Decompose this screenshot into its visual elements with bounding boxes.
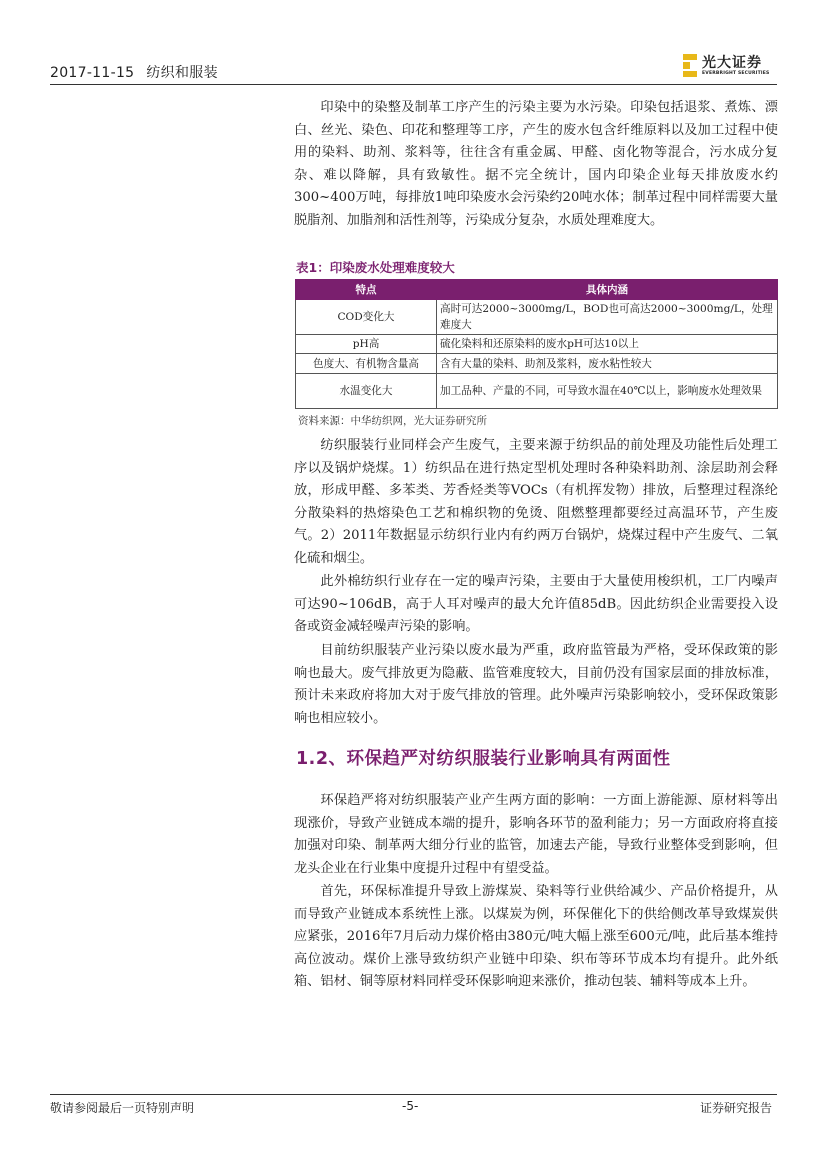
company-logo [682,52,782,80]
table-header-feature: 特点 [296,280,437,300]
table-source: 资料来源：中华纺织网，光大证券研究所 [298,415,487,427]
footer-disclaimer: 敬请参阅最后一页特别声明 [50,1101,195,1115]
section-heading: 1.2、环保趋严对纺织服装行业影响具有两面性 [296,749,671,769]
logo-mark-icon [682,52,700,80]
report-date: 2017-11-15 [50,65,135,81]
table-cell-detail: 加工品种、产量的不同，可导致水温在40℃以上，影响废水处理效果 [437,374,778,409]
table-row [296,335,778,354]
paragraph-water-pollution: 印染中的染整及制革工序产生的污染主要为水污染。印染包括退浆、煮炼、漂白、丝光、染色、印花和整理等工序，产生的废水包含纤维原料以及加工过程中使用的染料、助剂、浆料等，往往含有重金属、甲醛、卤化物等混合，污水成分复杂、难以降解，具有致敏性。据不完全统计，国内印染企业每天排放废水约300~400万吨，每排放1吨印染废水会污染约20吨水体；制革过程中同样需要大量脱脂剂、加脂剂和活性剂等，污染成分复杂，水质处理难度大。 [294,100,778,228]
table-cell-detail: 硫化染料和还原染料的废水pH可达10以上 [437,335,778,354]
paragraph-noise-pollution: 此外棉纺织行业存在一定的噪声污染，主要由于大量使用梭织机，工厂内噪声可达90~106dB，高于人耳对噪声的最大允许值85dB。因此纺织企业需要投入设备或资金减轻噪声污染的影响。 [294,574,778,635]
header-divider [50,84,777,85]
table-row [296,354,778,374]
table-title: 表1：印染废水处理难度较大 [296,260,455,275]
table-cell-feature: 水温变化大 [296,374,437,409]
report-header [50,62,218,82]
footer-divider [50,1094,777,1095]
table-cell-detail: 含有大量的染料、助剂及浆料，废水粘性较大 [437,354,778,374]
table-cell-feature: COD变化大 [296,300,437,335]
paragraph-two-impacts: 环保趋严将对纺织服装产业产生两方面的影响：一方面上游能源、原材料等出现涨价，导致产业链成本端的提升，影响各环节的盈利能力；另一方面政府将直接加强对印染、制革两大细分行业的监管，加速去产能，导致行业整体受到影响，但龙头企业在行业集中度提升过程中有望受益。 [294,793,778,876]
wastewater-table [295,279,778,409]
page-number: -5- [402,1099,419,1113]
table-row [296,374,778,409]
paragraph-cost-increase: 首先，环保标准提升导致上游煤炭、染料等行业供给减少、产品价格提升，从而导致产业链成本系统性上涨。以煤炭为例，环保催化下的供给侧改革导致煤炭供应紧张，2016年7月后动力煤价格由380元/吨大幅上涨至600元/吨，此后基本维持高位波动。煤价上涨导致纺织产业链中印染、织布等环节成本均有提升。此外纸箱、铝材、铜等原材料同样受环保影响迎来涨价，推动包装、辅料等成本上升。 [294,884,778,990]
table-row [296,300,778,335]
table-cell-feature: pH高 [296,335,437,354]
table-header-detail: 具体内涵 [437,280,778,300]
table-cell-feature: 色度大、有机物含量高 [296,354,437,374]
table-header-row [296,280,778,300]
logo-text-en: EVERBRIGHT SECURITIES [702,71,770,76]
table-cell-detail: 高时可达2000~3000mg/L，BOD也可高达2000~3000mg/L，处理难度大 [437,300,778,335]
paragraph-air-pollution: 纺织服装行业同样会产生废气，主要来源于纺织品的前处理及功能性后处理工序以及锅炉烧煤。1）纺织品在进行热定型机处理时各种染料助剂、涂层助剂会释放，形成甲醛、多苯类、芳香烃类等VOCs（有机挥发物）排放，后整理过程涤纶分散染料的热熔染色工艺和棉织物的免烫、阻燃整理都要经过高温环节，产生废气。2）2011年数据显示纺织行业内有约两万台锅炉，烧煤过程中产生废气、二氧化硫和烟尘。 [294,438,778,566]
industry-name: 纺织和服装 [146,65,218,81]
logo-text-cn: 光大证券 [702,55,762,71]
paragraph-pollution-summary: 目前纺织服装产业污染以废水最为严重，政府监管最为严格，受环保政策的影响也最大。废气排放更为隐蔽、监管难度较大，目前仍没有国家层面的排放标准，预计未来政府将加大对于废气排放的管理。此外噪声污染影响较小，受环保政策影响也相应较小。 [294,643,778,726]
footer-report-type: 证券研究报告 [700,1101,773,1115]
